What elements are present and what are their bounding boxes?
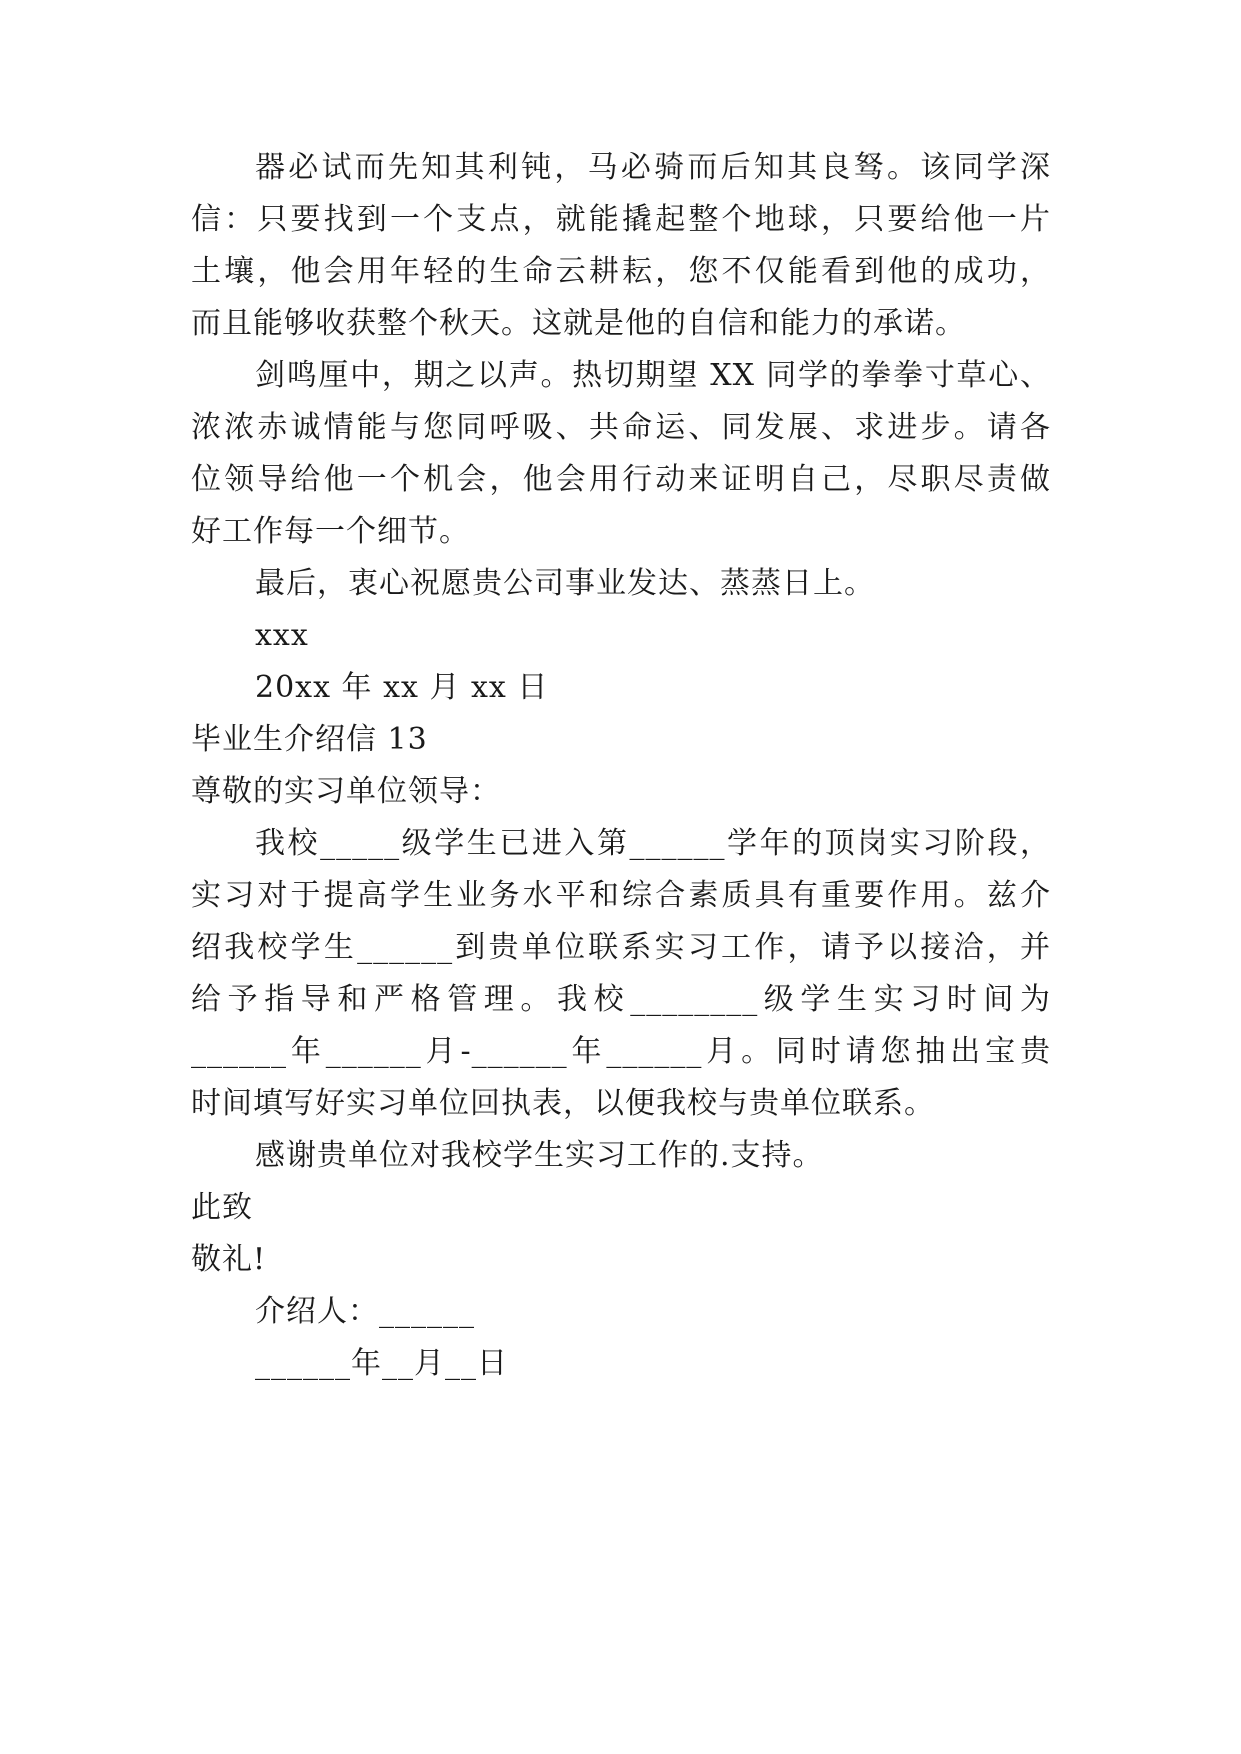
paragraph-line: 实习对于提高学生业务水平和综合素质具有重要作用。兹介 [191,878,1051,913]
closing-wish: 最后，衷心祝愿贵公司事业发达、蒸蒸日上。 [255,566,875,601]
paragraph-line: 我校_____级学生已进入第______学年的顶岗实习阶段， [255,826,1051,861]
paragraph-line: 浓浓赤诚情能与您同呼吸、共命运、同发展、求进步。请各 [191,410,1051,445]
section-title: 毕业生介绍信 13 [191,722,428,757]
closing-phrase: 此致 [191,1190,253,1225]
thanks-line: 感谢贵单位对我校学生实习工作的.支持。 [255,1138,824,1173]
paragraph-line: 好工作每一个细节。 [191,514,470,549]
date-line: ______年__月__日 [255,1346,508,1381]
paragraph-line: 而且能够收获整个秋天。这就是他的自信和能力的承诺。 [191,306,966,341]
paragraph-line: 信：只要找到一个支点，就能撬起整个地球，只要给他一片 [191,202,1051,237]
paragraph-line: 土壤，他会用年轻的生命云耕耘，您不仅能看到他的成功， [191,254,1051,289]
introducer-line: 介绍人：______ [255,1294,475,1329]
signature-date: 20xx 年 xx 月 xx 日 [255,670,549,705]
paragraph-line: 剑鸣厘中，期之以声。热切期望 XX 同学的拳拳寸草心、 [255,358,1051,393]
paragraph-line: 给予指导和严格管理。我校________级学生实习时间为 [191,982,1051,1017]
signature-name: xxx [255,618,309,653]
paragraph-line: 位领导给他一个机会，他会用行动来证明自己，尽职尽责做 [191,462,1051,497]
closing-regards: 敬礼! [191,1242,267,1277]
paragraph-line: 绍我校学生______到贵单位联系实习工作，请予以接洽，并 [191,930,1051,965]
paragraph-line: 时间填写好实习单位回执表，以便我校与贵单位联系。 [191,1086,935,1121]
paragraph-line: 器必试而先知其利钝，马必骑而后知其良驽。该同学深 [255,150,1051,185]
paragraph-line: ______年______月-______年______月。同时请您抽出宝贵 [191,1034,1051,1069]
salutation: 尊敬的实习单位领导： [191,774,501,809]
